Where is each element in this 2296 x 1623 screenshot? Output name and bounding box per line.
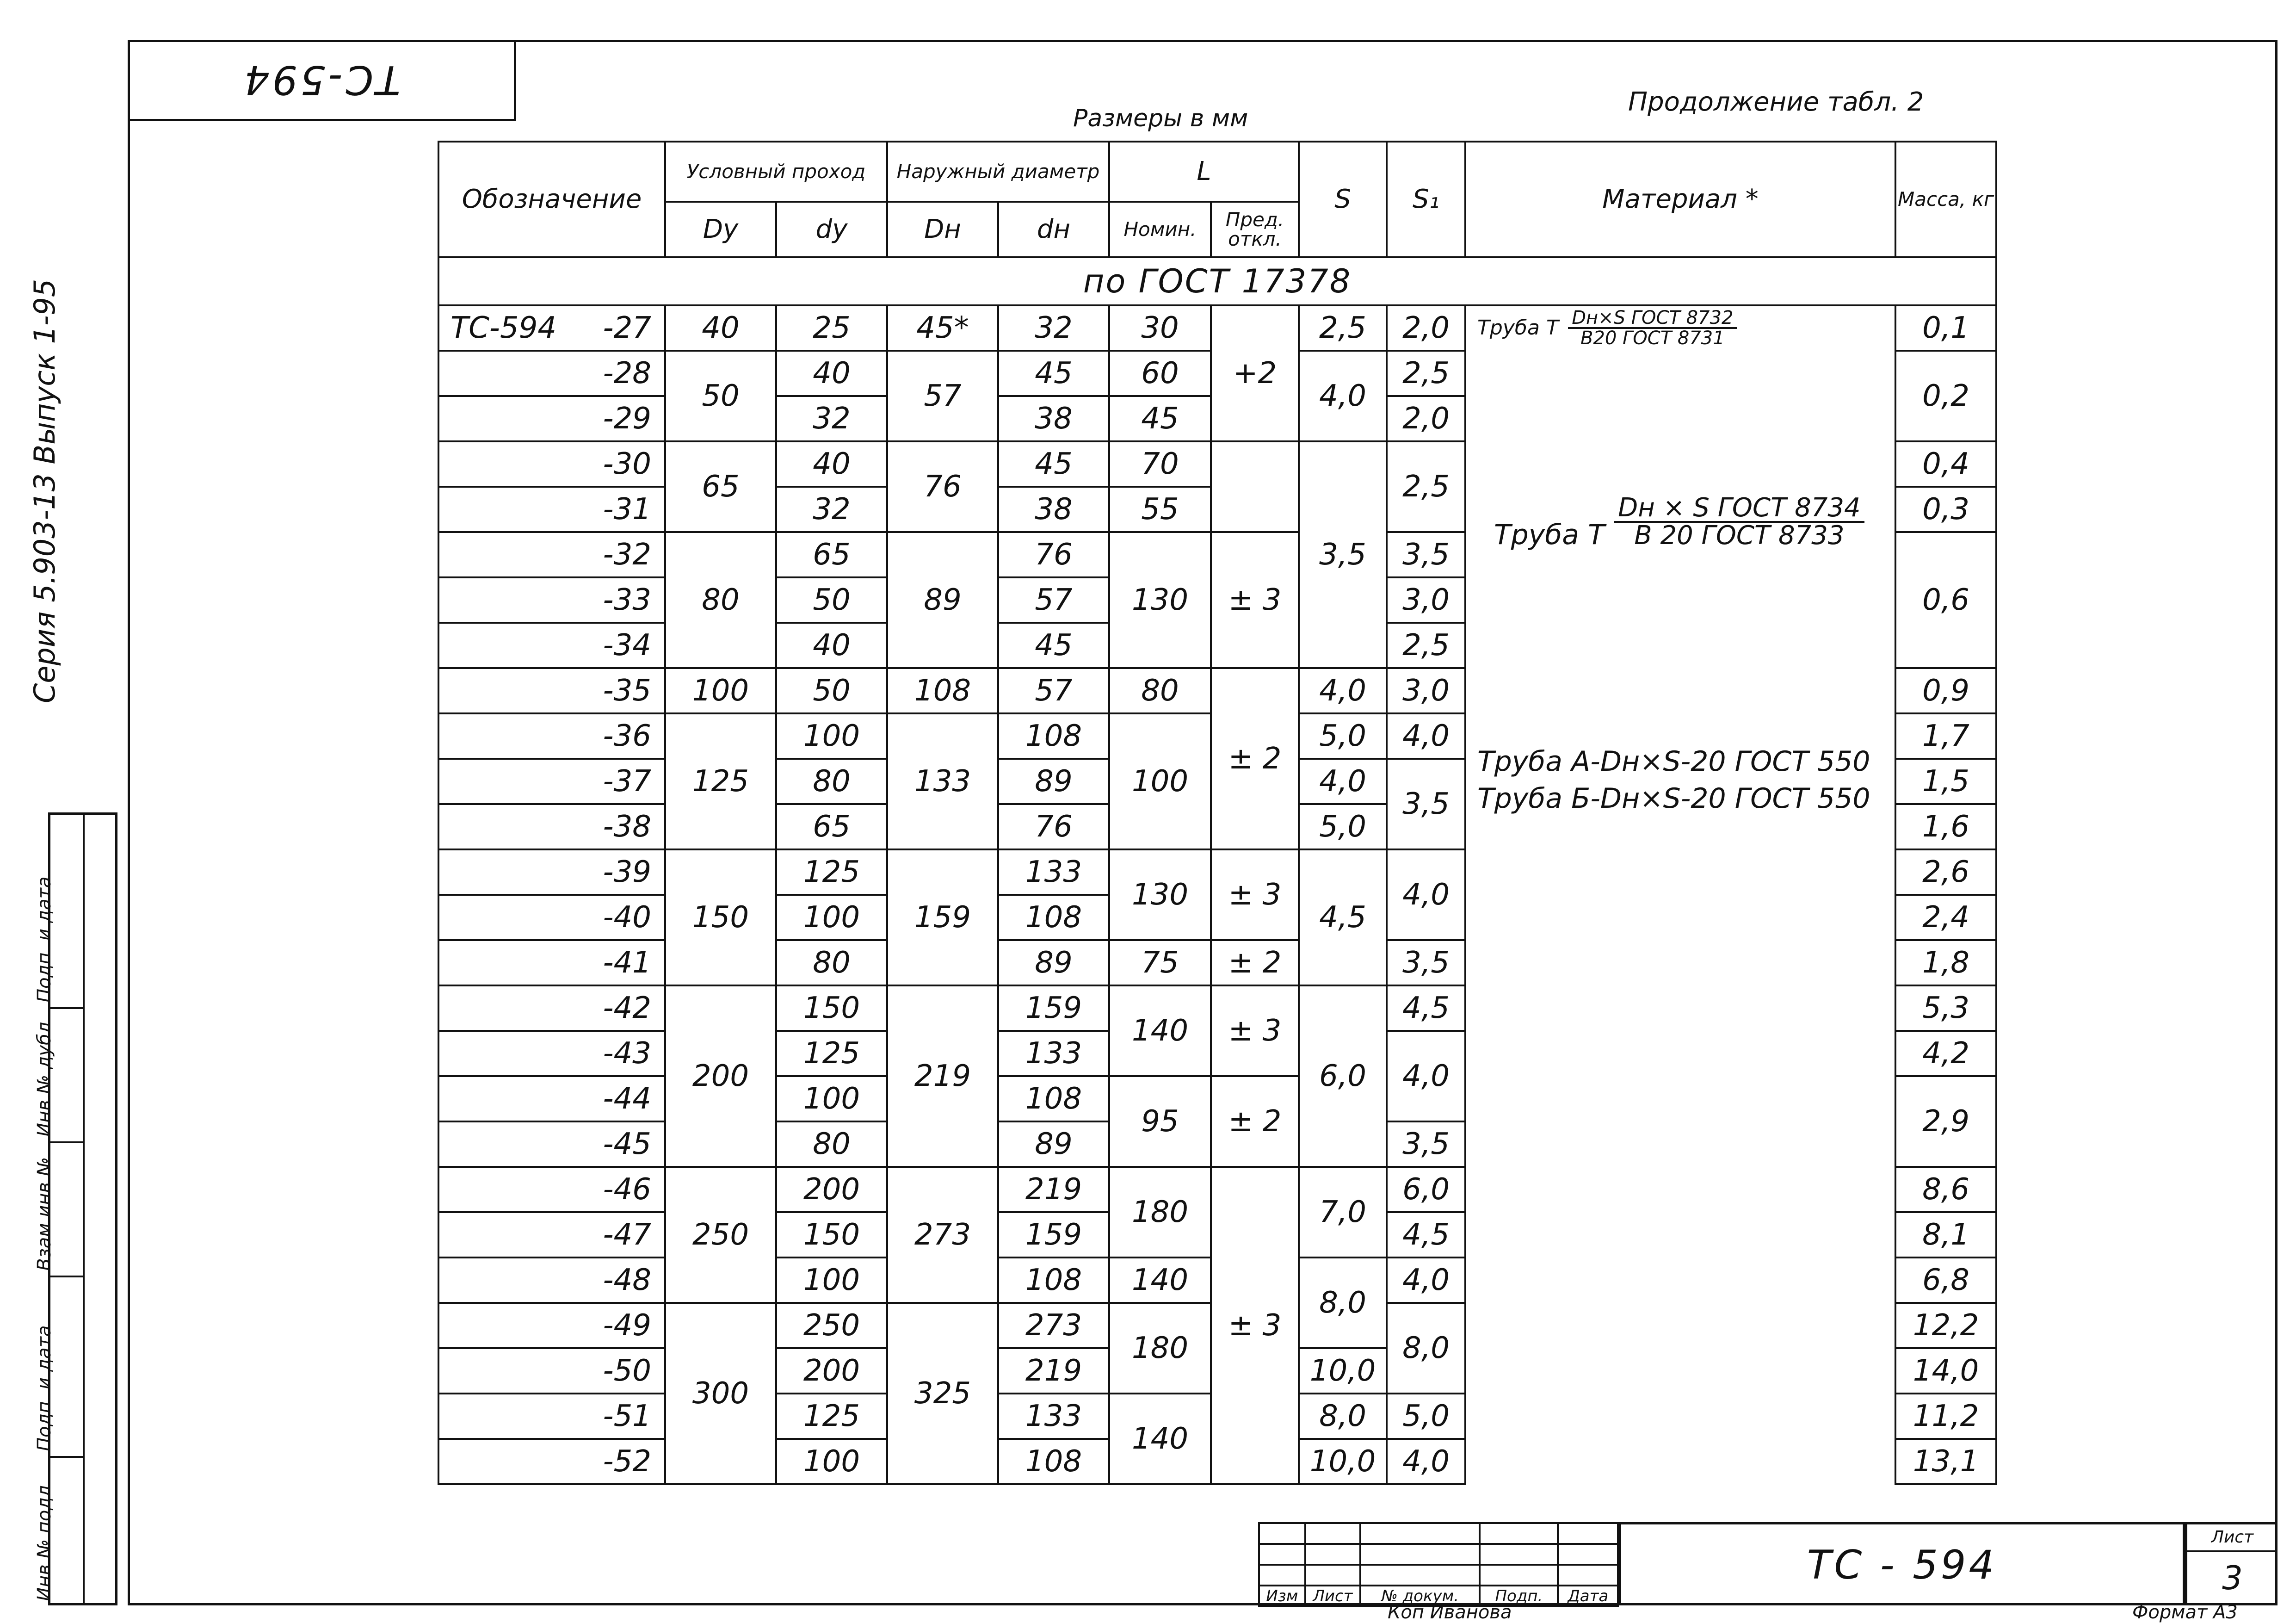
cell-designation: -47 (438, 1212, 665, 1258)
col-outer-diameter: Наружный диаметр (887, 142, 1109, 202)
cell-dn: 76 (998, 804, 1109, 849)
cell-L: 75 (1109, 940, 1211, 985)
cell-S1: 4,5 (1387, 985, 1465, 1031)
cell-designation: -35 (438, 668, 665, 713)
cell-S1: 6,0 (1387, 1167, 1465, 1212)
cell-designation: -44 (438, 1076, 665, 1121)
cell-designation: -50 (438, 1348, 665, 1394)
material-4-text: Труба Б-Dн×S-20 ГОСТ 550 (1477, 782, 1870, 815)
cell-designation: -52 (438, 1439, 665, 1484)
cell-Dy: 100 (665, 668, 776, 713)
sheet-number: 3 (2222, 1559, 2243, 1597)
cell-dn: 38 (998, 487, 1109, 532)
cell-dn: 159 (998, 1212, 1109, 1258)
gost-row: по ГОСТ 17378 (438, 257, 1996, 305)
cell-L: 80 (1109, 668, 1211, 713)
cell-designation: -39 (438, 849, 665, 895)
cell-dy: 150 (776, 985, 887, 1031)
cell-S: 10,0 (1299, 1348, 1387, 1394)
cell-L: 45 (1109, 396, 1211, 441)
cell-L: 180 (1109, 1303, 1211, 1394)
cell-S1: 4,0 (1387, 1439, 1465, 1484)
cell-tol: +2 (1211, 305, 1299, 441)
cell-S1: 5,0 (1387, 1394, 1465, 1439)
left-stamp-cell (34, 1458, 83, 1606)
cell-dn: 76 (998, 532, 1109, 577)
cell-Dn: 273 (887, 1167, 998, 1303)
cell-designation: -30 (438, 441, 665, 487)
cell-mass: 1,8 (1895, 940, 1996, 985)
table-row-designation (438, 305, 665, 351)
cell-dn: 32 (998, 305, 1109, 351)
cell-mass: 5,3 (1895, 985, 1996, 1031)
cell-designation: -34 (438, 623, 665, 668)
series-label: Серия 5.903-13 Выпуск 1-95 (28, 279, 62, 703)
cell-dy: 100 (776, 1439, 887, 1484)
cell-designation: -41 (438, 940, 665, 985)
cell-dn: 219 (998, 1348, 1109, 1394)
cell-mass: 0,6 (1895, 532, 1996, 668)
cell-mass: 0,2 (1895, 351, 1996, 441)
cell-L: 30 (1109, 305, 1211, 351)
format-label: Формат А3 (2132, 1602, 2238, 1623)
cell-dn: 133 (998, 1394, 1109, 1439)
left-stamp-label: Подп. и дата (34, 1325, 55, 1451)
left-stamp-cell (34, 1009, 83, 1143)
cell-dn: 108 (998, 1439, 1109, 1484)
cell-tol: ± 3 (1211, 849, 1299, 940)
left-stamp-label: Инв.№ дубл. (34, 1016, 55, 1137)
cell-dn: 108 (998, 1076, 1109, 1121)
cell-Dn: 159 (887, 849, 998, 985)
cell-L: 130 (1109, 849, 1211, 940)
rev-col-doc: № докум. (1360, 1586, 1480, 1606)
cell-dy: 80 (776, 940, 887, 985)
cell-tol: ± 2 (1211, 1076, 1299, 1167)
material-1-fraction (1568, 309, 1737, 347)
cell-dy: 250 (776, 1303, 887, 1348)
material-2 (1477, 350, 1895, 549)
cell-designation: -51 (438, 1394, 665, 1439)
cell-S1: 4,0 (1387, 1031, 1465, 1121)
cell-S: 3,5 (1299, 441, 1387, 668)
cell-dn: 159 (998, 985, 1109, 1031)
cell-S: 4,0 (1299, 351, 1387, 441)
cell-Dy: 125 (665, 713, 776, 849)
cell-dn: 57 (998, 668, 1109, 713)
col-L: L (1109, 142, 1299, 202)
cell-L: 100 (1109, 713, 1211, 849)
title-block (1258, 1522, 2277, 1605)
cell-designation: -36 (438, 713, 665, 759)
cell-designation: -29 (438, 396, 665, 441)
cell-tol: ± 3 (1211, 1167, 1299, 1484)
cell-dy: 80 (776, 1121, 887, 1167)
cell-mass: 2,6 (1895, 849, 1996, 895)
cell-dy: 65 (776, 532, 887, 577)
cell-L: 130 (1109, 532, 1211, 668)
cell-dy: 50 (776, 577, 887, 623)
material-1-num: Dн×S ГОСТ 8732 (1568, 309, 1737, 329)
cell-dy: 100 (776, 895, 887, 940)
material-2-fraction (1614, 495, 1864, 549)
cell-S1: 4,0 (1387, 849, 1465, 940)
cell-designation: -45 (438, 1121, 665, 1167)
designation-suffix: -27 (603, 311, 651, 345)
document-code: ТС - 594 (1619, 1522, 2185, 1605)
cell-S1: 3,0 (1387, 668, 1465, 713)
cell-Dy: 40 (665, 305, 776, 351)
sizes-note: Размеры в мм (1073, 105, 1248, 132)
col-material: Материал * (1465, 142, 1895, 257)
cell-S1: 4,0 (1387, 1258, 1465, 1303)
cell-dn: 45 (998, 441, 1109, 487)
cell-mass: 1,5 (1895, 759, 1996, 804)
cell-S1: 3,5 (1387, 759, 1465, 849)
col-Dy: Dy (665, 202, 776, 257)
cell-designation: -49 (438, 1303, 665, 1348)
cell-Dy: 65 (665, 441, 776, 532)
cell-S1: 3,5 (1387, 940, 1465, 985)
cell-S1: 2,5 (1387, 441, 1465, 532)
cell-designation: -28 (438, 351, 665, 396)
cell-mass: 0,3 (1895, 487, 1996, 532)
cell-L: 70 (1109, 441, 1211, 487)
cell-designation: -40 (438, 895, 665, 940)
cell-dy: 40 (776, 441, 887, 487)
cell-dy: 65 (776, 804, 887, 849)
cell-dn: 133 (998, 1031, 1109, 1076)
left-stamp-cell (34, 1277, 83, 1458)
cell-dn: 89 (998, 759, 1109, 804)
cell-S1: 8,0 (1387, 1303, 1465, 1394)
cell-dn: 273 (998, 1303, 1109, 1348)
left-stamp-cell (34, 815, 83, 1009)
cell-dy: 125 (776, 1031, 887, 1076)
cell-S: 8,0 (1299, 1258, 1387, 1348)
material-2-num: Dн × S ГОСТ 8734 (1614, 495, 1864, 523)
cell-designation: -42 (438, 985, 665, 1031)
revision-grid (1258, 1522, 1619, 1607)
material-2-den: В 20 ГОСТ 8733 (1634, 520, 1845, 551)
cell-Dn: 133 (887, 713, 998, 849)
cell-L: 60 (1109, 351, 1211, 396)
material-1-prefix: Труба Т (1477, 316, 1559, 340)
cell-Dn: 45* (887, 305, 998, 351)
cell-dn: 38 (998, 396, 1109, 441)
cell-S1: 2,0 (1387, 396, 1465, 441)
cell-dy: 200 (776, 1167, 887, 1212)
material-3-text: Труба А-Dн×S-20 ГОСТ 550 (1477, 745, 1870, 778)
material-3 (1477, 549, 1895, 778)
cell-dn: 89 (998, 1121, 1109, 1167)
col-designation: Обозначение (438, 142, 665, 257)
cell-tol: ± 2 (1211, 940, 1299, 985)
cell-L: 140 (1109, 1394, 1211, 1484)
cell-dy: 80 (776, 759, 887, 804)
cell-mass: 12,2 (1895, 1303, 1996, 1348)
cell-dy: 200 (776, 1348, 887, 1394)
sheet-box (2185, 1522, 2277, 1605)
cell-S: 7,0 (1299, 1167, 1387, 1258)
cell-L: 95 (1109, 1076, 1211, 1167)
cell-tol: ± 2 (1211, 668, 1299, 849)
cell-L: 140 (1109, 985, 1211, 1076)
cell-Dy: 300 (665, 1303, 776, 1484)
cell-S1: 4,5 (1387, 1212, 1465, 1258)
cell-dy: 100 (776, 1258, 887, 1303)
cell-dn: 108 (998, 713, 1109, 759)
cell-S: 2,5 (1299, 305, 1387, 351)
cell-S: 8,0 (1299, 1394, 1387, 1439)
rev-col-sign: Подп. (1480, 1586, 1558, 1606)
col-S1: S₁ (1387, 142, 1465, 257)
sheet-label: Лист (2187, 1524, 2277, 1552)
material-2-prefix: Труба Т (1494, 519, 1605, 551)
cell-S: 10,0 (1299, 1439, 1387, 1484)
cell-dy: 40 (776, 623, 887, 668)
col-L-tolerance: Пред. откл. (1211, 202, 1299, 257)
cell-dn: 133 (998, 849, 1109, 895)
cell-dy: 150 (776, 1212, 887, 1258)
cell-Dy: 250 (665, 1167, 776, 1303)
cell-Dy: 80 (665, 532, 776, 668)
cell-S: 4,5 (1299, 849, 1387, 985)
cell-tol (1211, 441, 1299, 532)
cell-dy: 125 (776, 849, 887, 895)
cell-designation: -37 (438, 759, 665, 804)
cell-mass: 14,0 (1895, 1348, 1996, 1394)
spec-table (438, 141, 1997, 1485)
continuation-note: Продолжение табл. 2 (1628, 87, 1924, 117)
cell-L: 55 (1109, 487, 1211, 532)
cell-mass: 13,1 (1895, 1439, 1996, 1484)
cell-S1: 2,5 (1387, 623, 1465, 668)
cell-S: 4,0 (1299, 668, 1387, 713)
cell-L: 140 (1109, 1258, 1211, 1303)
cell-mass: 2,9 (1895, 1076, 1996, 1167)
col-Dn: Dн (887, 202, 998, 257)
cell-S1: 2,5 (1387, 351, 1465, 396)
cell-dy: 40 (776, 351, 887, 396)
col-L-nominal: Номин. (1109, 202, 1211, 257)
cell-Dy: 50 (665, 351, 776, 441)
cell-dn: 108 (998, 1258, 1109, 1303)
cell-dn: 219 (998, 1167, 1109, 1212)
col-dn: dн (998, 202, 1109, 257)
cell-dn: 89 (998, 940, 1109, 985)
cell-designation: -31 (438, 487, 665, 532)
cell-dy: 32 (776, 396, 887, 441)
cell-designation: -48 (438, 1258, 665, 1303)
cell-S1: 4,0 (1387, 713, 1465, 759)
material-4 (1477, 775, 1895, 822)
left-stamp-cell (34, 1143, 83, 1277)
left-stamp-divider (83, 815, 85, 1603)
cell-dy: 25 (776, 305, 887, 351)
cell-S: 5,0 (1299, 804, 1387, 849)
left-stamp-label: Инв № подл. (34, 1479, 55, 1601)
cell-Dn: 325 (887, 1303, 998, 1484)
cell-mass: 0,9 (1895, 668, 1996, 713)
cell-Dn: 108 (887, 668, 998, 713)
cell-mass: 0,4 (1895, 441, 1996, 487)
cell-dy: 100 (776, 1076, 887, 1121)
cell-dn: 45 (998, 351, 1109, 396)
cell-Dy: 150 (665, 849, 776, 985)
col-nominal-bore: Условный проход (665, 142, 887, 202)
cell-S1: 3,5 (1387, 532, 1465, 577)
copied-by: Коп Иванова (1388, 1602, 1512, 1623)
cell-mass: 1,6 (1895, 804, 1996, 849)
col-mass: Масса, кг (1895, 142, 1996, 257)
left-stamp (34, 812, 117, 1605)
cell-dn: 45 (998, 623, 1109, 668)
cell-mass: 6,8 (1895, 1258, 1996, 1303)
left-stamp-label: Подп. и дата (34, 876, 55, 1003)
cell-designation: -33 (438, 577, 665, 623)
rev-col-sheet: Лист (1305, 1586, 1361, 1606)
cell-mass: 8,6 (1895, 1167, 1996, 1212)
cell-mass: 0,1 (1895, 305, 1996, 351)
cell-mass: 1,7 (1895, 713, 1996, 759)
cell-designation: -46 (438, 1167, 665, 1212)
cell-S: 6,0 (1299, 985, 1387, 1167)
rev-col-date: Дата (1558, 1586, 1618, 1606)
cell-designation: -38 (438, 804, 665, 849)
material-column (1465, 305, 1895, 1484)
col-dy: dy (776, 202, 887, 257)
cell-mass: 4,2 (1895, 1031, 1996, 1076)
cell-designation: -43 (438, 1031, 665, 1076)
cell-Dn: 57 (887, 351, 998, 441)
cell-S1: 3,0 (1387, 577, 1465, 623)
cell-designation: -32 (438, 532, 665, 577)
cell-mass: 2,4 (1895, 895, 1996, 940)
cell-dy: 100 (776, 713, 887, 759)
cell-tol: ± 3 (1211, 532, 1299, 668)
col-S: S (1299, 142, 1387, 257)
cell-mass: 8,1 (1895, 1212, 1996, 1258)
rev-col-change: Изм (1259, 1586, 1305, 1606)
cell-S1: 3,5 (1387, 1121, 1465, 1167)
cell-Dy: 200 (665, 985, 776, 1167)
cell-L: 180 (1109, 1167, 1211, 1258)
material-1-den: В20 ГОСТ 8731 (1580, 328, 1725, 349)
cell-dy: 32 (776, 487, 887, 532)
cell-dn: 108 (998, 895, 1109, 940)
cell-Dn: 89 (887, 532, 998, 668)
top-stamp-code: ТС-594 (241, 56, 401, 103)
designation-prefix: ТС-594 (451, 311, 557, 345)
cell-S1: 2,0 (1387, 305, 1465, 351)
cell-dy: 50 (776, 668, 887, 713)
cell-dn: 57 (998, 577, 1109, 623)
top-stamp (128, 40, 516, 121)
left-stamp-label: Взам.инв № (34, 1157, 55, 1271)
cell-Dn: 219 (887, 985, 998, 1167)
cell-tol: ± 3 (1211, 985, 1299, 1076)
cell-dy: 125 (776, 1394, 887, 1439)
cell-mass: 11,2 (1895, 1394, 1996, 1439)
cell-Dn: 76 (887, 441, 998, 532)
material-1 (1477, 306, 1895, 350)
cell-S: 4,0 (1299, 759, 1387, 804)
cell-S: 5,0 (1299, 713, 1387, 759)
